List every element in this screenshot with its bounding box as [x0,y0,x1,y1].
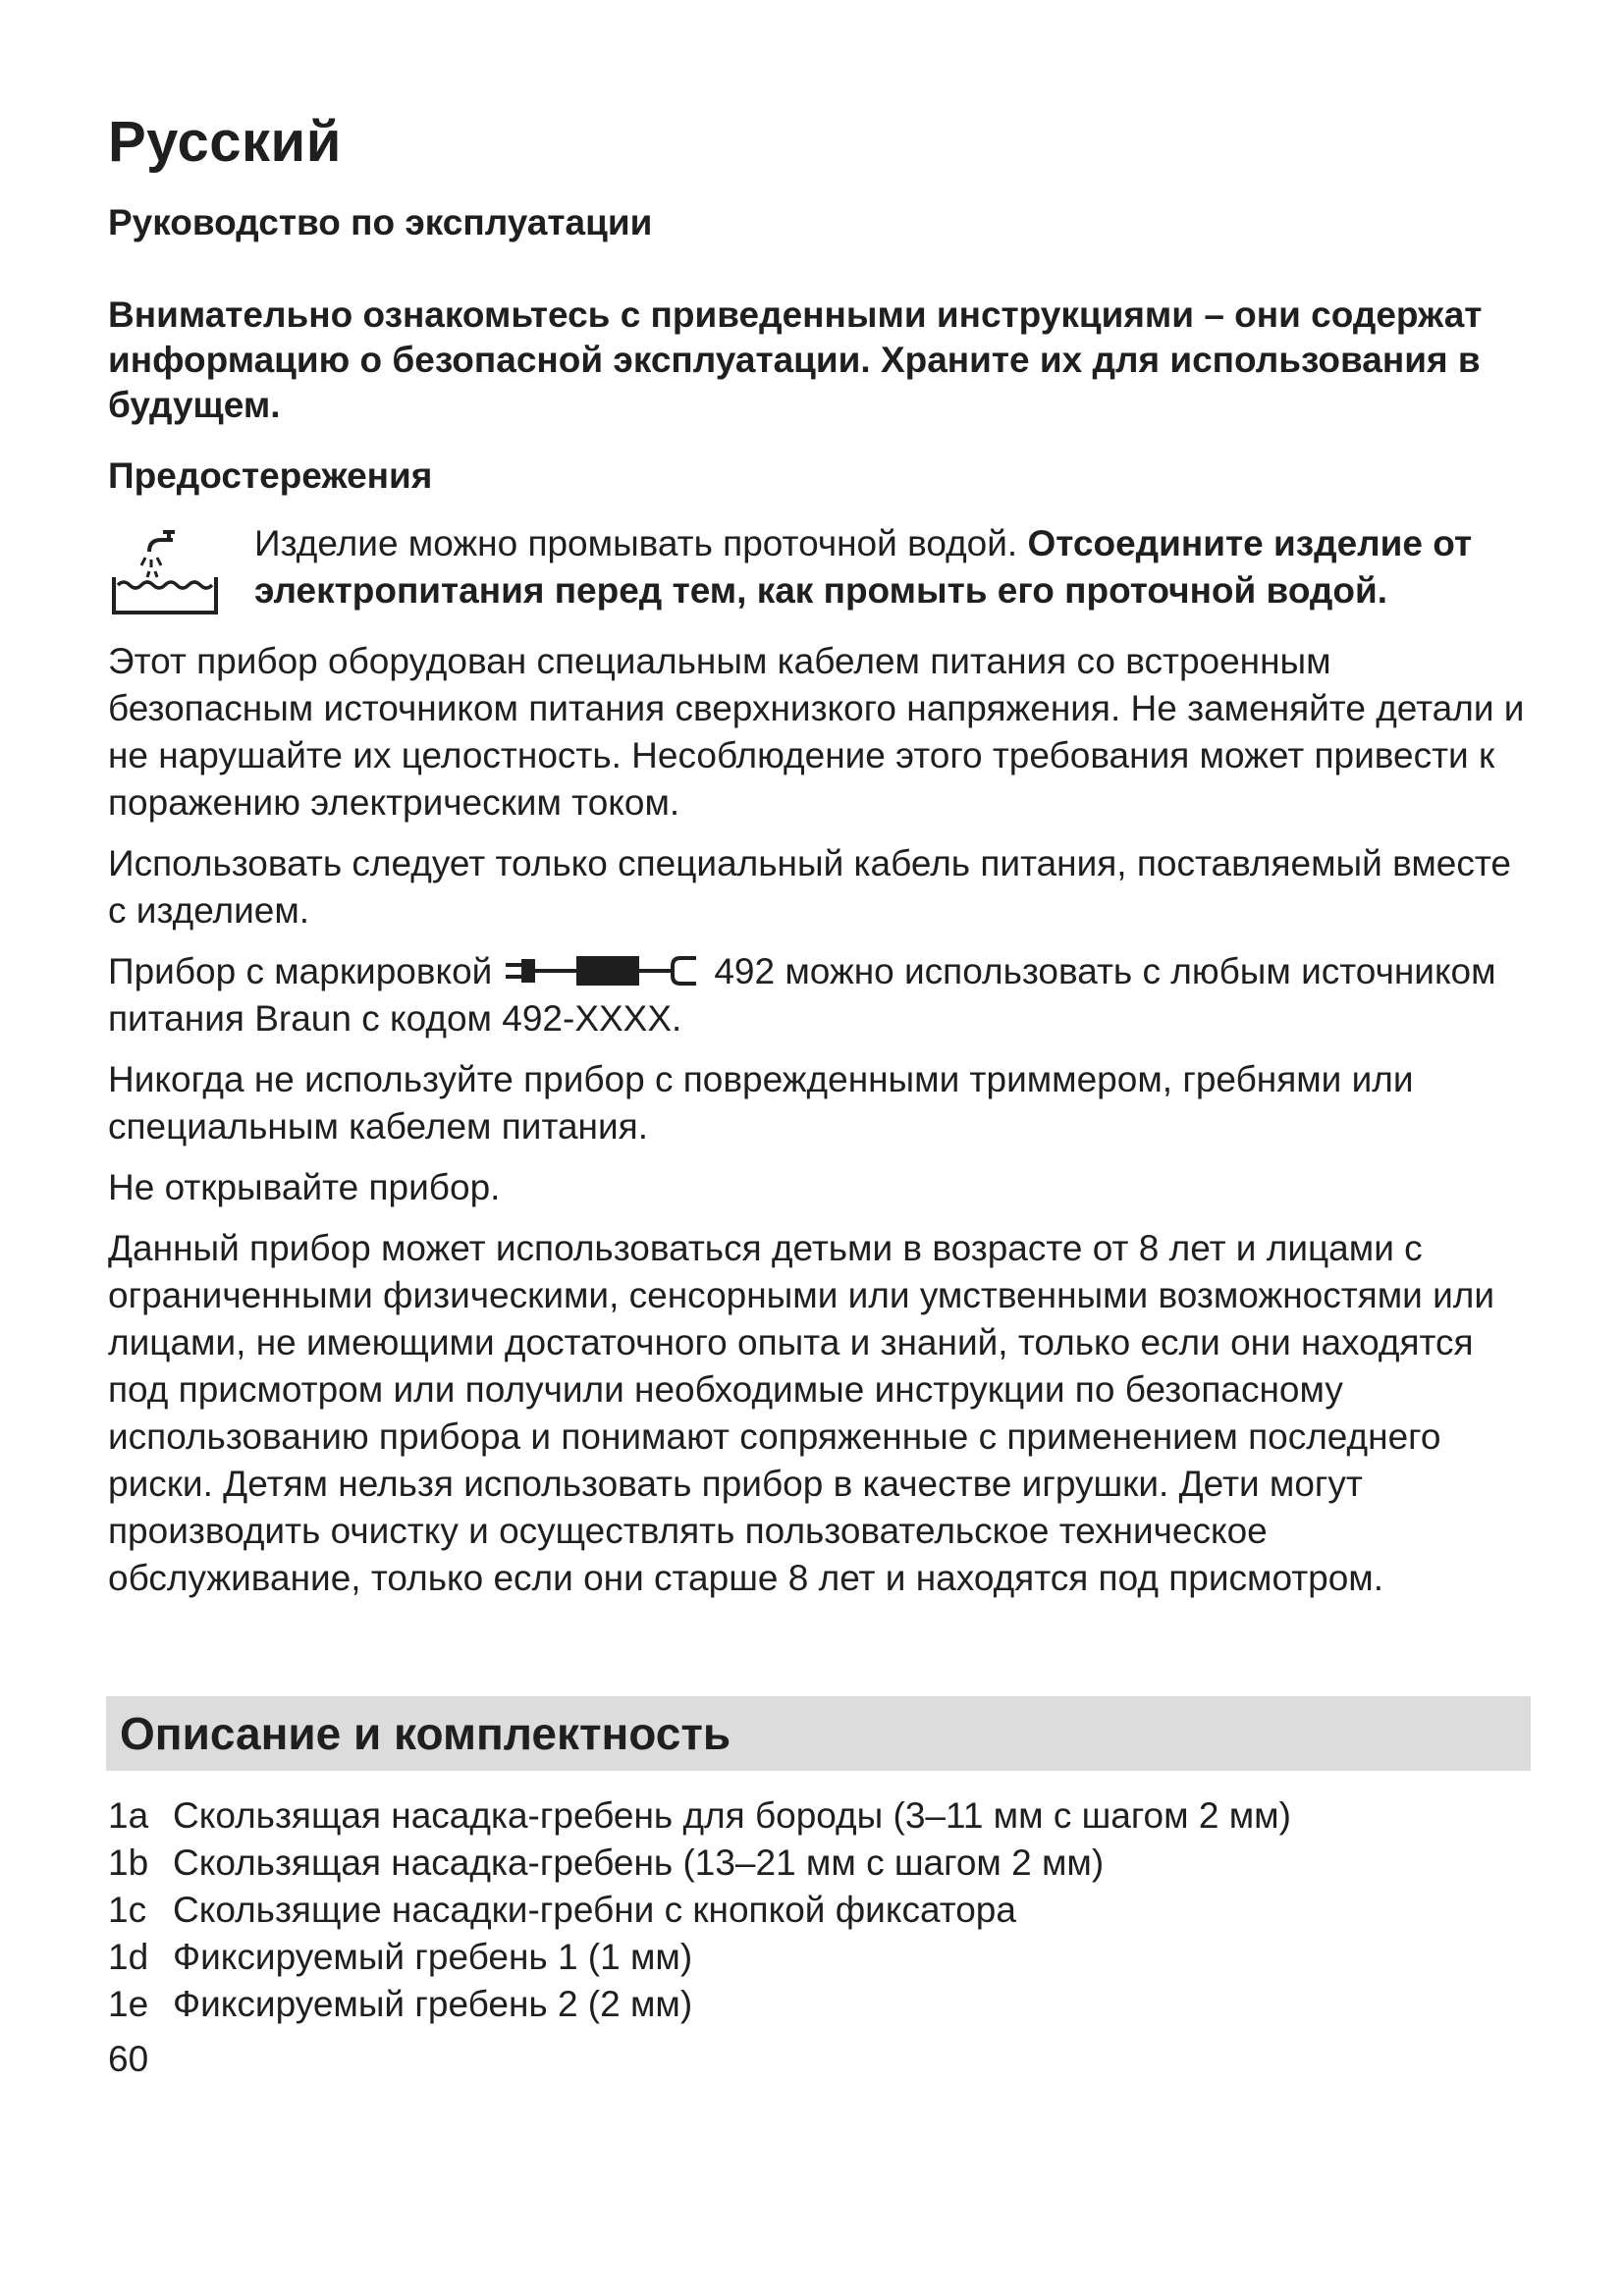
list-item [108,1792,1527,1840]
part-text: Фиксируемый гребень 1 (1 мм) [173,1937,693,1977]
power-plug-icon [504,954,700,988]
part-code: 1c [108,1890,147,1930]
marking-text-after: 492 можно использовать с любым источником питания Braun с кодом 492-XXXX. [108,951,1496,1039]
dont-open-paragraph: Не открывайте прибор. [108,1167,501,1207]
intro-notice: Внимательно ознакомьтесь с приведенными инструкциями – они содержат информацию о безопасной эксплуатации. Храните их для использования в будущем. [108,294,1483,425]
description-title: Описание и комплектность [120,1708,731,1759]
language-title: Русский [108,110,342,174]
only-cable-paragraph: Использовать следует только специальный кабель питания, поставляемый вместе с изделием. [108,843,1511,931]
list-item [108,1840,1527,1887]
manual-page [108,108,1527,2083]
description-section-bar [106,1696,1531,1771]
list-item [108,1934,1527,1981]
marking-paragraph [108,948,1527,1042]
parts-list [108,1792,1527,2028]
part-code: 1e [108,1984,149,2024]
list-item [108,1887,1527,1934]
part-code: 1a [108,1795,149,1836]
water-warning [108,520,1527,620]
list-item [108,1981,1527,2028]
never-use-paragraph: Никогда не используйте прибор с поврежденными триммером, гребнями или специальным кабелем питания. [108,1059,1414,1147]
water-warning-text [254,520,1527,614]
part-text: Скользящая насадка-гребень (13–21 мм с шагом 2 мм) [173,1842,1105,1883]
part-text: Скользящая насадка-гребень для бороды (3–11 мм с шагом 2 мм) [173,1795,1291,1836]
water-warning-bold: Отсоедините изделие от электропитания перед тем, как промыть его проточной водой. [254,523,1473,611]
manual-subtitle: Руководство по эксплуатации [108,202,653,242]
part-code: 1b [108,1842,149,1883]
part-code: 1d [108,1937,149,1977]
part-text: Фиксируемый гребень 2 (2 мм) [173,1984,693,2024]
page-number: 60 [108,2039,149,2079]
children-paragraph: Данный прибор может использоваться детьми в возрасте от 8 лет и лицами с ограниченными физическими, сенсорными или умственными возможностями или лицами, не имеющими достаточного опыта и знаний, только если они находятся под присмотром или получили необходимые инструкции по безопасному использованию прибора и понимают сопряженные с применением последнего риски. Детям нельзя использовать прибор в качестве игрушки. Дети могут производить очистку и осуществлять пользовательское техническое обслуживание, только если они старше 8 лет и находятся под присмотром. [108,1228,1494,1598]
part-text: Скользящие насадки-гребни с кнопкой фиксатора [173,1890,1016,1930]
water-warning-plain: Изделие можно промывать проточной водой. [254,523,1028,563]
warnings-heading: Предостережения [108,455,433,496]
cable-paragraph: Этот прибор оборудован специальным кабелем питания со встроенным безопасным источником питания сверхнизкого напряжения. Не заменяйте детали и не нарушайте их целостность. Несоблюдение этого требования может привести к поражению электрическим током. [108,641,1525,823]
water-rinse-icon [108,522,221,620]
marking-text-before: Прибор с маркировкой [108,951,493,991]
